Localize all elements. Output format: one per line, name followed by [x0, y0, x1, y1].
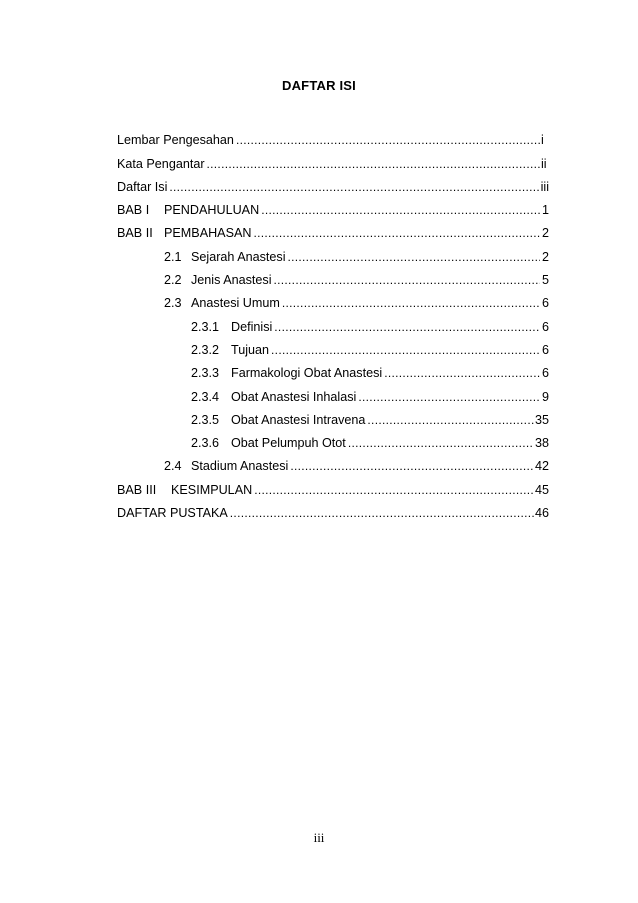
toc-entry	[117, 473, 549, 496]
toc-entry-number: 2.3	[164, 296, 182, 311]
toc-entry-label: Obat Anastesi Inhalasi	[231, 389, 357, 404]
toc-dot-leader	[261, 203, 540, 217]
toc-entry	[117, 124, 549, 147]
page-number: iii	[313, 830, 325, 845]
toc-entry-label: DAFTAR PUSTAKA	[117, 506, 228, 521]
toc-entry-label: Lembar Pengesahan	[117, 133, 234, 148]
toc-entry-number: 2.2	[164, 273, 182, 288]
toc-entry-page: 2	[541, 226, 549, 241]
toc-entry-number: BAB II	[117, 226, 153, 241]
toc-entry-label: PEMBAHASAN	[164, 226, 252, 241]
toc-entry-page: i	[541, 133, 544, 148]
toc-entry	[117, 240, 549, 263]
toc-entry-page: 42	[534, 459, 549, 474]
toc-entry	[117, 427, 549, 450]
toc-entry-label: Stadium Anastesi	[191, 459, 289, 474]
table-of-contents	[117, 124, 549, 520]
toc-entry	[117, 497, 549, 520]
toc-entry-label: Kata Pengantar	[117, 156, 205, 171]
toc-entry	[117, 194, 549, 217]
toc-entry	[117, 217, 549, 240]
toc-entry-page: 38	[534, 436, 549, 451]
toc-entry-number: 2.3.4	[191, 389, 220, 404]
toc-entry	[117, 147, 549, 170]
toc-entry-number: 2.1	[164, 249, 182, 264]
toc-entry-label: Jenis Anastesi	[191, 273, 272, 288]
toc-dot-leader	[169, 180, 539, 194]
toc-entry-page: 46	[534, 506, 549, 521]
toc-dot-leader	[282, 296, 540, 310]
toc-entry-label: Sejarah Anastesi	[191, 249, 286, 264]
toc-dot-leader	[384, 366, 540, 380]
toc-entry-label: Daftar Isi	[117, 179, 168, 194]
toc-entry-page: ii	[541, 156, 547, 171]
page-title: DAFTAR ISI	[282, 78, 356, 93]
toc-dot-leader	[271, 343, 540, 357]
toc-dot-leader	[253, 226, 540, 240]
toc-entry	[117, 264, 549, 287]
toc-entry-page: 9	[541, 389, 549, 404]
toc-entry-number: 2.3.6	[191, 436, 220, 451]
toc-entry-page: 35	[534, 412, 549, 427]
toc-entry	[117, 334, 549, 357]
toc-dot-leader	[288, 250, 540, 264]
toc-entry-page: iii	[540, 179, 549, 194]
toc-dot-leader	[367, 413, 534, 427]
toc-dot-leader	[348, 436, 534, 450]
toc-entry-label: Definisi	[231, 319, 273, 334]
toc-entry-label: Anastesi Umum	[191, 296, 280, 311]
toc-dot-leader	[236, 133, 540, 147]
toc-entry-page: 5	[541, 273, 549, 288]
toc-entry-label: PENDAHULUAN	[164, 203, 260, 218]
toc-entry-number: BAB III	[117, 482, 157, 497]
toc-entry-label: Farmakologi Obat Anastesi	[231, 366, 383, 381]
toc-entry	[117, 310, 549, 333]
toc-entry-page: 6	[541, 342, 549, 357]
toc-entry-label: KESIMPULAN	[171, 482, 253, 497]
toc-dot-leader	[230, 506, 534, 520]
toc-entry-label: Tujuan	[231, 342, 270, 357]
toc-entry-number: 2.4	[164, 459, 182, 474]
toc-dot-leader	[207, 157, 540, 171]
toc-dot-leader	[290, 459, 534, 473]
toc-entry	[117, 357, 549, 380]
toc-entry-number: BAB I	[117, 203, 150, 218]
toc-entry-label: Obat Anastesi Intravena	[231, 412, 366, 427]
toc-dot-leader	[274, 320, 540, 334]
toc-dot-leader	[358, 390, 540, 404]
toc-entry-page: 6	[541, 296, 549, 311]
toc-dot-leader	[274, 273, 540, 287]
toc-dot-leader	[254, 483, 534, 497]
toc-entry	[117, 287, 549, 310]
toc-entry-page: 6	[541, 319, 549, 334]
toc-entry-number: 2.3.1	[191, 319, 220, 334]
toc-entry-page: 6	[541, 366, 549, 381]
toc-entry-page: 1	[541, 203, 549, 218]
toc-entry-number: 2.3.2	[191, 342, 220, 357]
toc-entry	[117, 171, 549, 194]
toc-entry	[117, 404, 549, 427]
toc-entry-number: 2.3.5	[191, 412, 220, 427]
toc-entry-page: 45	[534, 482, 549, 497]
toc-entry-label: Obat Pelumpuh Otot	[231, 436, 346, 451]
toc-entry	[117, 450, 549, 473]
toc-entry	[117, 380, 549, 403]
toc-entry-page: 2	[541, 249, 549, 264]
toc-entry-number: 2.3.3	[191, 366, 220, 381]
